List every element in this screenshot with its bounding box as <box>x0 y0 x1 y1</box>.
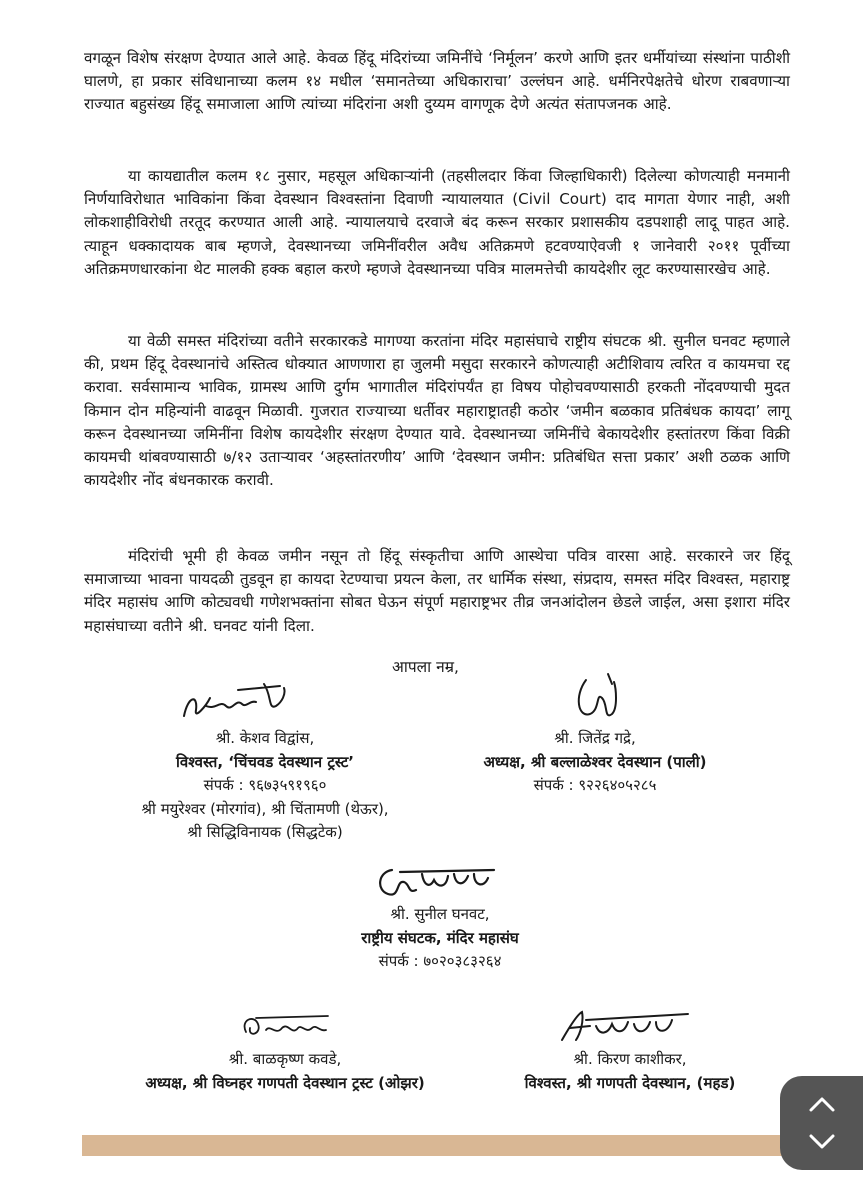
signatory-title: अध्यक्ष, श्री विघ्नहर गणपती देवस्थान ट्रस्ट (ओझर) <box>145 1073 425 1092</box>
signature-balkrishna <box>236 1010 336 1046</box>
signatory-contact: संपर्क : ९२२६४०५२८५ <box>533 776 657 794</box>
signatory-contact: संपर्क : ९६७३५९१९६० <box>203 776 327 794</box>
signatory-name: श्री. सुनील घनवट, <box>390 905 490 923</box>
signatory-name: श्री. केशव विद्वांस, <box>215 729 315 747</box>
signatory-kiran <box>470 1048 790 1095</box>
signatory-title: विश्वस्त, श्री गणपती देवस्थान, (महड) <box>524 1073 736 1092</box>
signatory-balkrishna <box>80 1048 490 1095</box>
signatory-extra: श्री सिद्धिविनायक (सिद्धटेक) <box>187 823 343 841</box>
signatory-keshav <box>80 727 450 845</box>
signature-jitendra <box>568 668 628 728</box>
signatory-title: अध्यक्ष, श्री बल्लाळेश्वर देवस्थान (पाली) <box>483 752 707 771</box>
signatory-jitendra <box>430 727 760 798</box>
signature-keshav <box>176 676 306 726</box>
paragraph-3: या वेळी समस्त मंदिरांच्या वतीने सरकारकडे मागण्या करतांना मंदिर महासंघाचे राष्ट्रीय संघटक श्री. सुनील घनवट म्हणाले की, प्रथम हिंदू देवस्थानांचे अस्तित्व धोक्यात आणणारा हा जुलमी मसुदा सरकारने कोणत्याही अटीशिवाय त्वरित व कायमचा रद्द करावा. सर्वसामान्य भाविक, ग्रामस्थ आणि दुर्गम भागातील मंदिरांपर्यंत हा विषय पोहोचवण्यासाठी हरकती नोंदवण्याची मुदत किमान दोन महिन्यांनी वाढवून मिळावी. गुजरात राज्याच्या धर्तीवर महाराष्ट्रातही कठोर ‘जमीन बळकाव प्रतिबंधक कायदा’ लागू करून देवस्थानच्या जमिनींना विशेष कायदेशीर संरक्षण देण्यात यावे. देवस्थानच्या जमिनींचे बेकायदेशीर हस्तांतरण किंवा विक्री कायमची थांबवण्यासाठी ७/१२ उताऱ्यावर ‘अहस्तांतरणीय’ आणि ‘देवस्थान जमीन: प्रतिबंधित सत्ता प्रकार’ अशी ठळक आणि कायदेशीर नोंद बंधनकारक करावी. <box>84 332 790 490</box>
paragraph-4: मंदिरांची भूमी ही केवळ जमीन नसून तो हिंदू संस्कृतीचा आणि आस्थेचा पवित्र वारसा आहे. सरकारने जर हिंदू समाजाच्या भावना पायदळी तुडवून हा कायदा रेटण्याचा प्रयत्न केला, तर धार्मिक संस्था, संप्रदाय, समस्त मंदिर विश्वस्त, महाराष्ट्र मंदिर महासंघ आणि कोट्यवधी गणेशभक्तांना सोबत घेऊन संपूर्ण महाराष्ट्रभर तीव्र जनआंदोलन छेडले जाईल, असा इशारा मंदिर महासंघाच्या वतीने श्री. घनवट यांनी दिला. <box>84 547 790 635</box>
signatory-title: राष्ट्रीय संघटक, मंदिर महासंघ <box>361 928 519 947</box>
chevron-up-down-icon <box>808 1094 836 1152</box>
scroll-navigation-button[interactable] <box>780 1076 863 1170</box>
signatory-extra: श्री मयुरेश्वर (मोरगांव), श्री चिंतामणी (थेऊर), <box>141 799 389 818</box>
signatory-name: श्री. बाळकृष्ण कवडे, <box>228 1050 342 1068</box>
signature-kiran <box>556 1006 696 1046</box>
paragraph-1: वगळून विशेष संरक्षण देण्यात आले आहे. केवळ हिंदू मंदिरांच्या जमिनींचे ‘निर्मूलन’ करणे आणि इतर धर्मीयांच्या संस्थांना पाठीशी घालणे, हा प्रकार संविधानाच्या कलम १४ मधील ‘समानतेच्या अधिकाराचा’ उल्लंघन आहे. धर्मनिरपेक्षतेचे धोरण राबवणाऱ्या राज्यात बहुसंख्य हिंदू समाजाला आणि त्यांच्या मंदिरांना अशी दुय्यम वागणूक देणे अत्यंत संतापजनक आहे. <box>84 49 790 114</box>
signatory-title: विश्वस्त, ‘चिंचवड देवस्थान ट्रस्ट’ <box>176 752 354 771</box>
signatory-name: श्री. जितेंद्र गद्रे, <box>554 729 636 747</box>
closing-salutation: आपला नम्र, <box>392 658 459 676</box>
signatory-contact: संपर्क : ७०२०३८३२६४ <box>378 952 502 970</box>
signatory-name: श्री. किरण काशीकर, <box>573 1050 687 1068</box>
signature-sunil <box>370 860 500 906</box>
signatory-sunil <box>290 903 590 974</box>
paragraph-2: या कायद्यातील कलम १८ नुसार, महसूल अधिकाऱ्यांनी (तहसीलदार किंवा जिल्हाधिकारी) दिलेल्या कोणत्याही मनमानी निर्णयाविरोधात भाविकांना किंवा देवस्थान विश्वस्तांना दिवाणी न्यायालयात (Civil Court) दाद मागता येणार नाही, अशी लोकशाहीविरोधी तरतूद करण्यात आली आहे. न्यायालयाचे दरवाजे बंद करून सरकार प्रशासकीय दडपशाही लादू पाहत आहे. त्याहून धक्कादायक बाब म्हणजे, देवस्थानच्या जमिनींवरील अवैध अतिक्रमणे हटवण्याऐवजी १ जानेवारी २०११ पूर्वीच्या अतिक्रमणधारकांना थेट मालकी हक्क बहाल करणे म्हणजे देवस्थानच्या पवित्र मालमत्तेची कायदेशीर लूट करण्यासारखेच आहे. <box>84 167 790 278</box>
footer-band <box>82 1135 786 1156</box>
